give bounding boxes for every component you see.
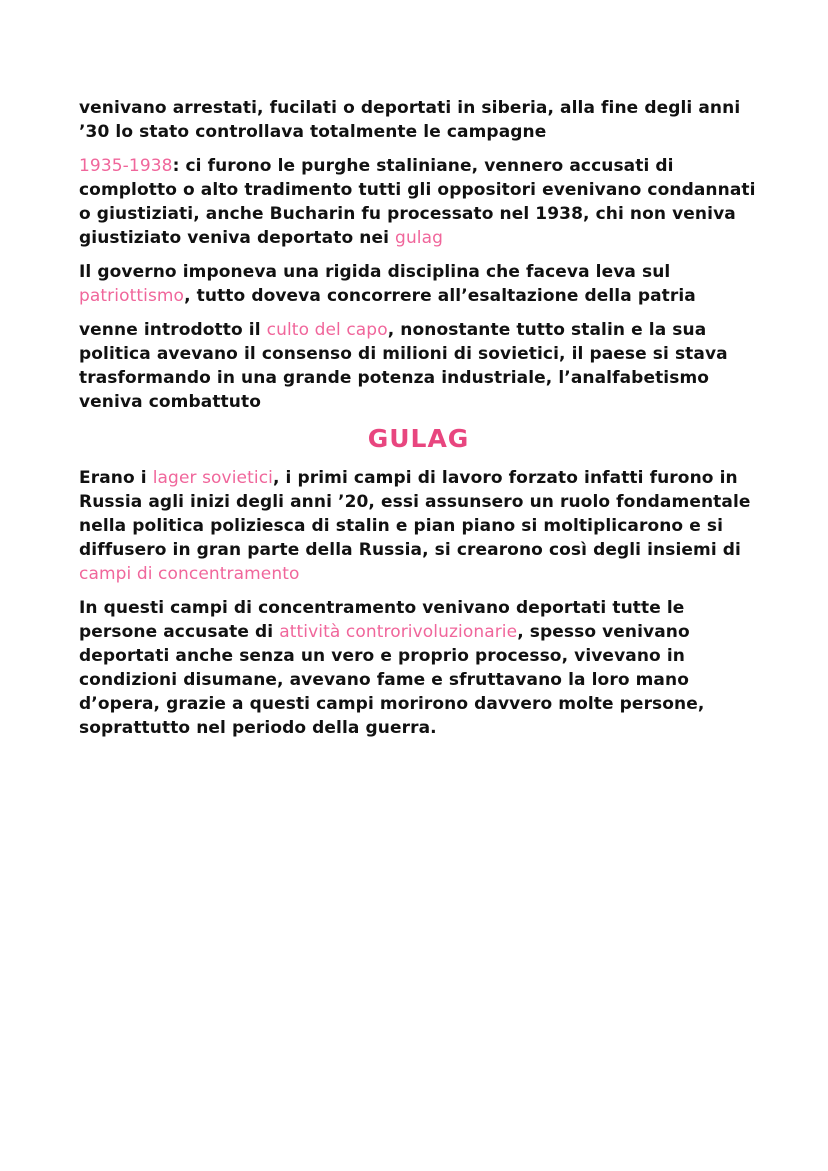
paragraph-text: , spesso venivano deportati anche senza un vero e proprio processo, vivevano in condizioni disumane, avevano fame e sfruttavano la loro mano d’opera, grazie a questi campi morirono davvero molte persone, soprattutto nel periodo della guerra. xyxy=(79,622,705,738)
paragraph-discipline xyxy=(79,260,758,308)
paragraph-purges xyxy=(79,154,758,250)
paragraph-text: , nonostante tutto stalin e la sua politica avevano il consenso di milioni di sovietici, il paese si stava trasformando in una grande potenza industriale, l’analfabetismo veniva combattuto xyxy=(79,320,728,412)
paragraph-collectivization xyxy=(79,96,758,144)
highlight-patriottismo: patriottismo xyxy=(79,286,185,306)
section-heading: GULAG xyxy=(367,424,470,453)
highlight-lager-sovietici: lager sovietici xyxy=(152,468,273,488)
paragraph-text: venivano arrestati, fucilati o deportati in siberia, alla fine degli anni ’30 lo stato controllava totalmente le campagne xyxy=(79,98,741,142)
highlight-attivita-controrivoluzionarie: attività controrivoluzionarie xyxy=(279,622,518,642)
paragraph-camps xyxy=(79,596,758,740)
paragraph-text: Erano i xyxy=(79,468,153,488)
highlight-campi-di-concentramento: campi di concentramento xyxy=(79,564,300,584)
paragraph-text: Il governo imponeva una rigida disciplina che faceva leva sul xyxy=(79,262,671,282)
paragraph-lager xyxy=(79,466,758,586)
highlight-gulag: gulag xyxy=(395,228,444,248)
paragraph-text: In questi campi di concentramento venivano deportati tutte le persone accusate di xyxy=(79,598,685,642)
paragraph-text: venne introdotto il xyxy=(79,320,267,340)
paragraph-cult xyxy=(79,318,758,414)
paragraph-text: : ci furono le purghe staliniane, vennero accusati di complotto o alto tradimento tutti gli oppositori evenivano condannati o giustiziati, anche Bucharin fu processato nel 1938, chi non veniva giustiziato veniva deportato nei xyxy=(79,156,756,248)
date-highlight: 1935-1938 xyxy=(79,156,173,176)
paragraph-text: , tutto doveva concorrere all’esaltazione della patria xyxy=(184,286,696,306)
highlight-culto-del-capo: culto del capo xyxy=(266,320,388,340)
paragraph-text: , i primi campi di lavoro forzato infatti furono in Russia agli inizi degli anni ’20, essi assunsero un ruolo fondamentale nella politica poliziesca di stalin e pian piano si moltiplicarono e si diffusero in gran parte della Russia, si crearono così degli insiemi di xyxy=(79,468,751,560)
